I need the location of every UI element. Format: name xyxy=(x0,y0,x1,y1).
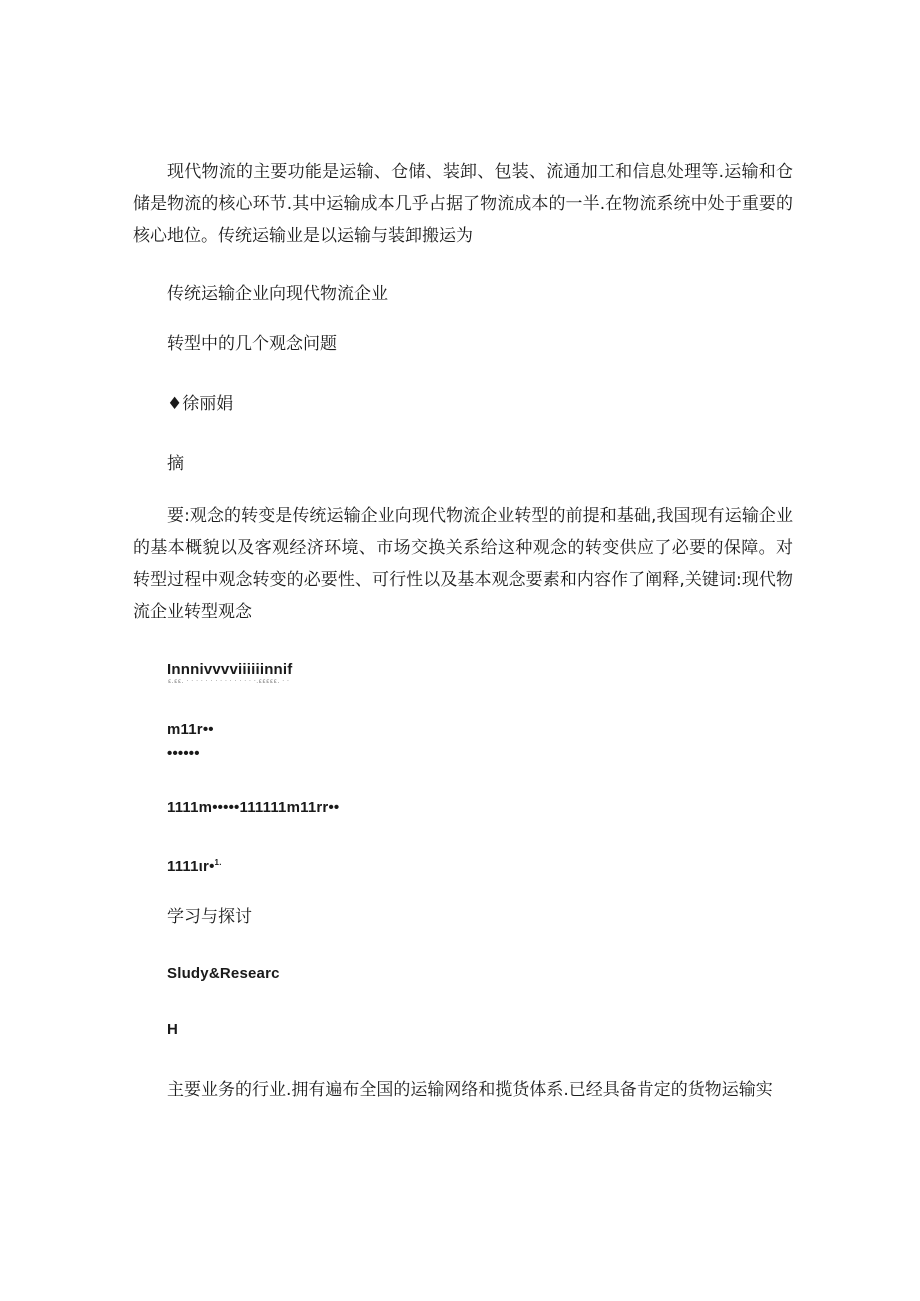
section-label-zh: 学习与探讨 xyxy=(167,907,252,927)
artifact-line-5-sup: 1. xyxy=(214,858,222,867)
abstract-paragraph: 要:观念的转变是传统运输企业向现代物流企业转型的前提和基础,我国现有运输企业的基本概貌以及客观经济环境、市场交换关系给这种观念的转变供应了必要的保障。对转型过程中观念转变的必要性、可行性以及基本观念要素和内容作了阐释,关键词:现代物流企业转型观念 xyxy=(133,506,793,622)
artifact-line-5-main: 1111ιr• xyxy=(167,858,215,875)
section-label-en-line-1: Sludy&Researc xyxy=(167,965,280,982)
artifact-line-4: 1111m•••••111111m11rr•• xyxy=(167,799,340,816)
author-name: ♦徐丽娟 xyxy=(167,394,234,414)
artifact-line-1: Innnivvvviiiiiinnif xyxy=(167,661,293,678)
artifact-line-5 xyxy=(167,851,222,879)
section-label-en-line-2: H xyxy=(167,1021,179,1038)
intro-paragraph: 现代物流的主要功能是运输、仓储、装卸、包装、流通加工和信息处理等.运输和仓储是物流的核心环节.其中运输成本几乎占据了物流成本的一半.在物流系统中处于重要的核心地位。传统运输业是以运输与装卸搬运为 xyxy=(133,162,793,246)
article-title-line-2: 转型中的几个观念问题 xyxy=(167,334,337,354)
closing-paragraph: 主要业务的行业.拥有遍布全国的运输网络和揽货体系.已经具备肯定的货物运输实 xyxy=(167,1080,773,1100)
artifact-line-3: •••••• xyxy=(167,745,200,762)
artifact-line-2: m11r•• xyxy=(167,721,214,738)
artifact-line-1-sub: ɛ.ɛɛ. · · · · · · · · · · · · · · ·.ɛɛɛɛɛ. · · xyxy=(168,678,290,685)
article-title-line-1: 传统运输企业向现代物流企业 xyxy=(167,284,388,304)
abstract-heading: 摘 xyxy=(167,454,184,474)
